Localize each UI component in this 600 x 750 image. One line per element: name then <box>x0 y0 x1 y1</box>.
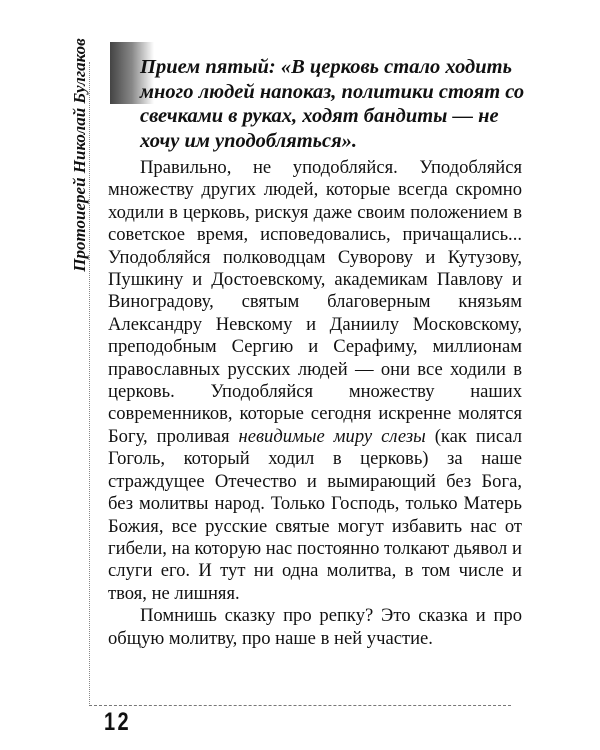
running-header-text: Протоиерей Николай Булгаков <box>70 38 89 272</box>
page-number: 12 <box>104 708 132 736</box>
margin-rule-horizontal <box>89 705 511 706</box>
paragraph-1-text-a: Правильно, не уподобляйся. Уподобляйся множеству других людей, которые всегда скромно ходили в церковь, рискуя даже своим положением в советское время, исповедовались, причащались... Уподобляйся полководцам Суворову и Кутузову, Пушкину и Достоевскому, академикам Павлову и Виноградову, святым благоверным князьям Александру Невскому и Даниилу Московскому, преподобным Сергию и Серафиму, миллионам православных русских людей — они все ходили в церковь. Уподобляйся множеству наших современников, которые сегодня искренне молятся Богу, проливая <box>108 157 522 447</box>
paragraph-1-text-b: (как писал Гоголь, который ходил в церковь) за наше страждущее Отечество и вымирающий без Бога, без молитвы народ. Только Господь, только Матерь Божия, все русские святые могут избавить нас от гибели, на которую нас постоянно толкают дьявол и слуги его. И тут ни одна молитва, в том числе и твоя, не лишняя. <box>108 425 522 604</box>
section-heading: Прием пятый: «В церковь стало ходить много людей напоказ, политики стоят со свечками в руках, ходят бандиты — не хочу им уподобляться». <box>140 56 525 152</box>
margin-rule-vertical <box>89 62 90 706</box>
body-text <box>108 157 522 650</box>
paragraph-1-italic: невидимые миру слезы <box>238 425 426 447</box>
paragraph-2: Помнишь сказку про репку? Это сказка и про общую молитву, про наше в ней участие. <box>108 605 522 649</box>
paragraph-1 <box>108 157 522 605</box>
